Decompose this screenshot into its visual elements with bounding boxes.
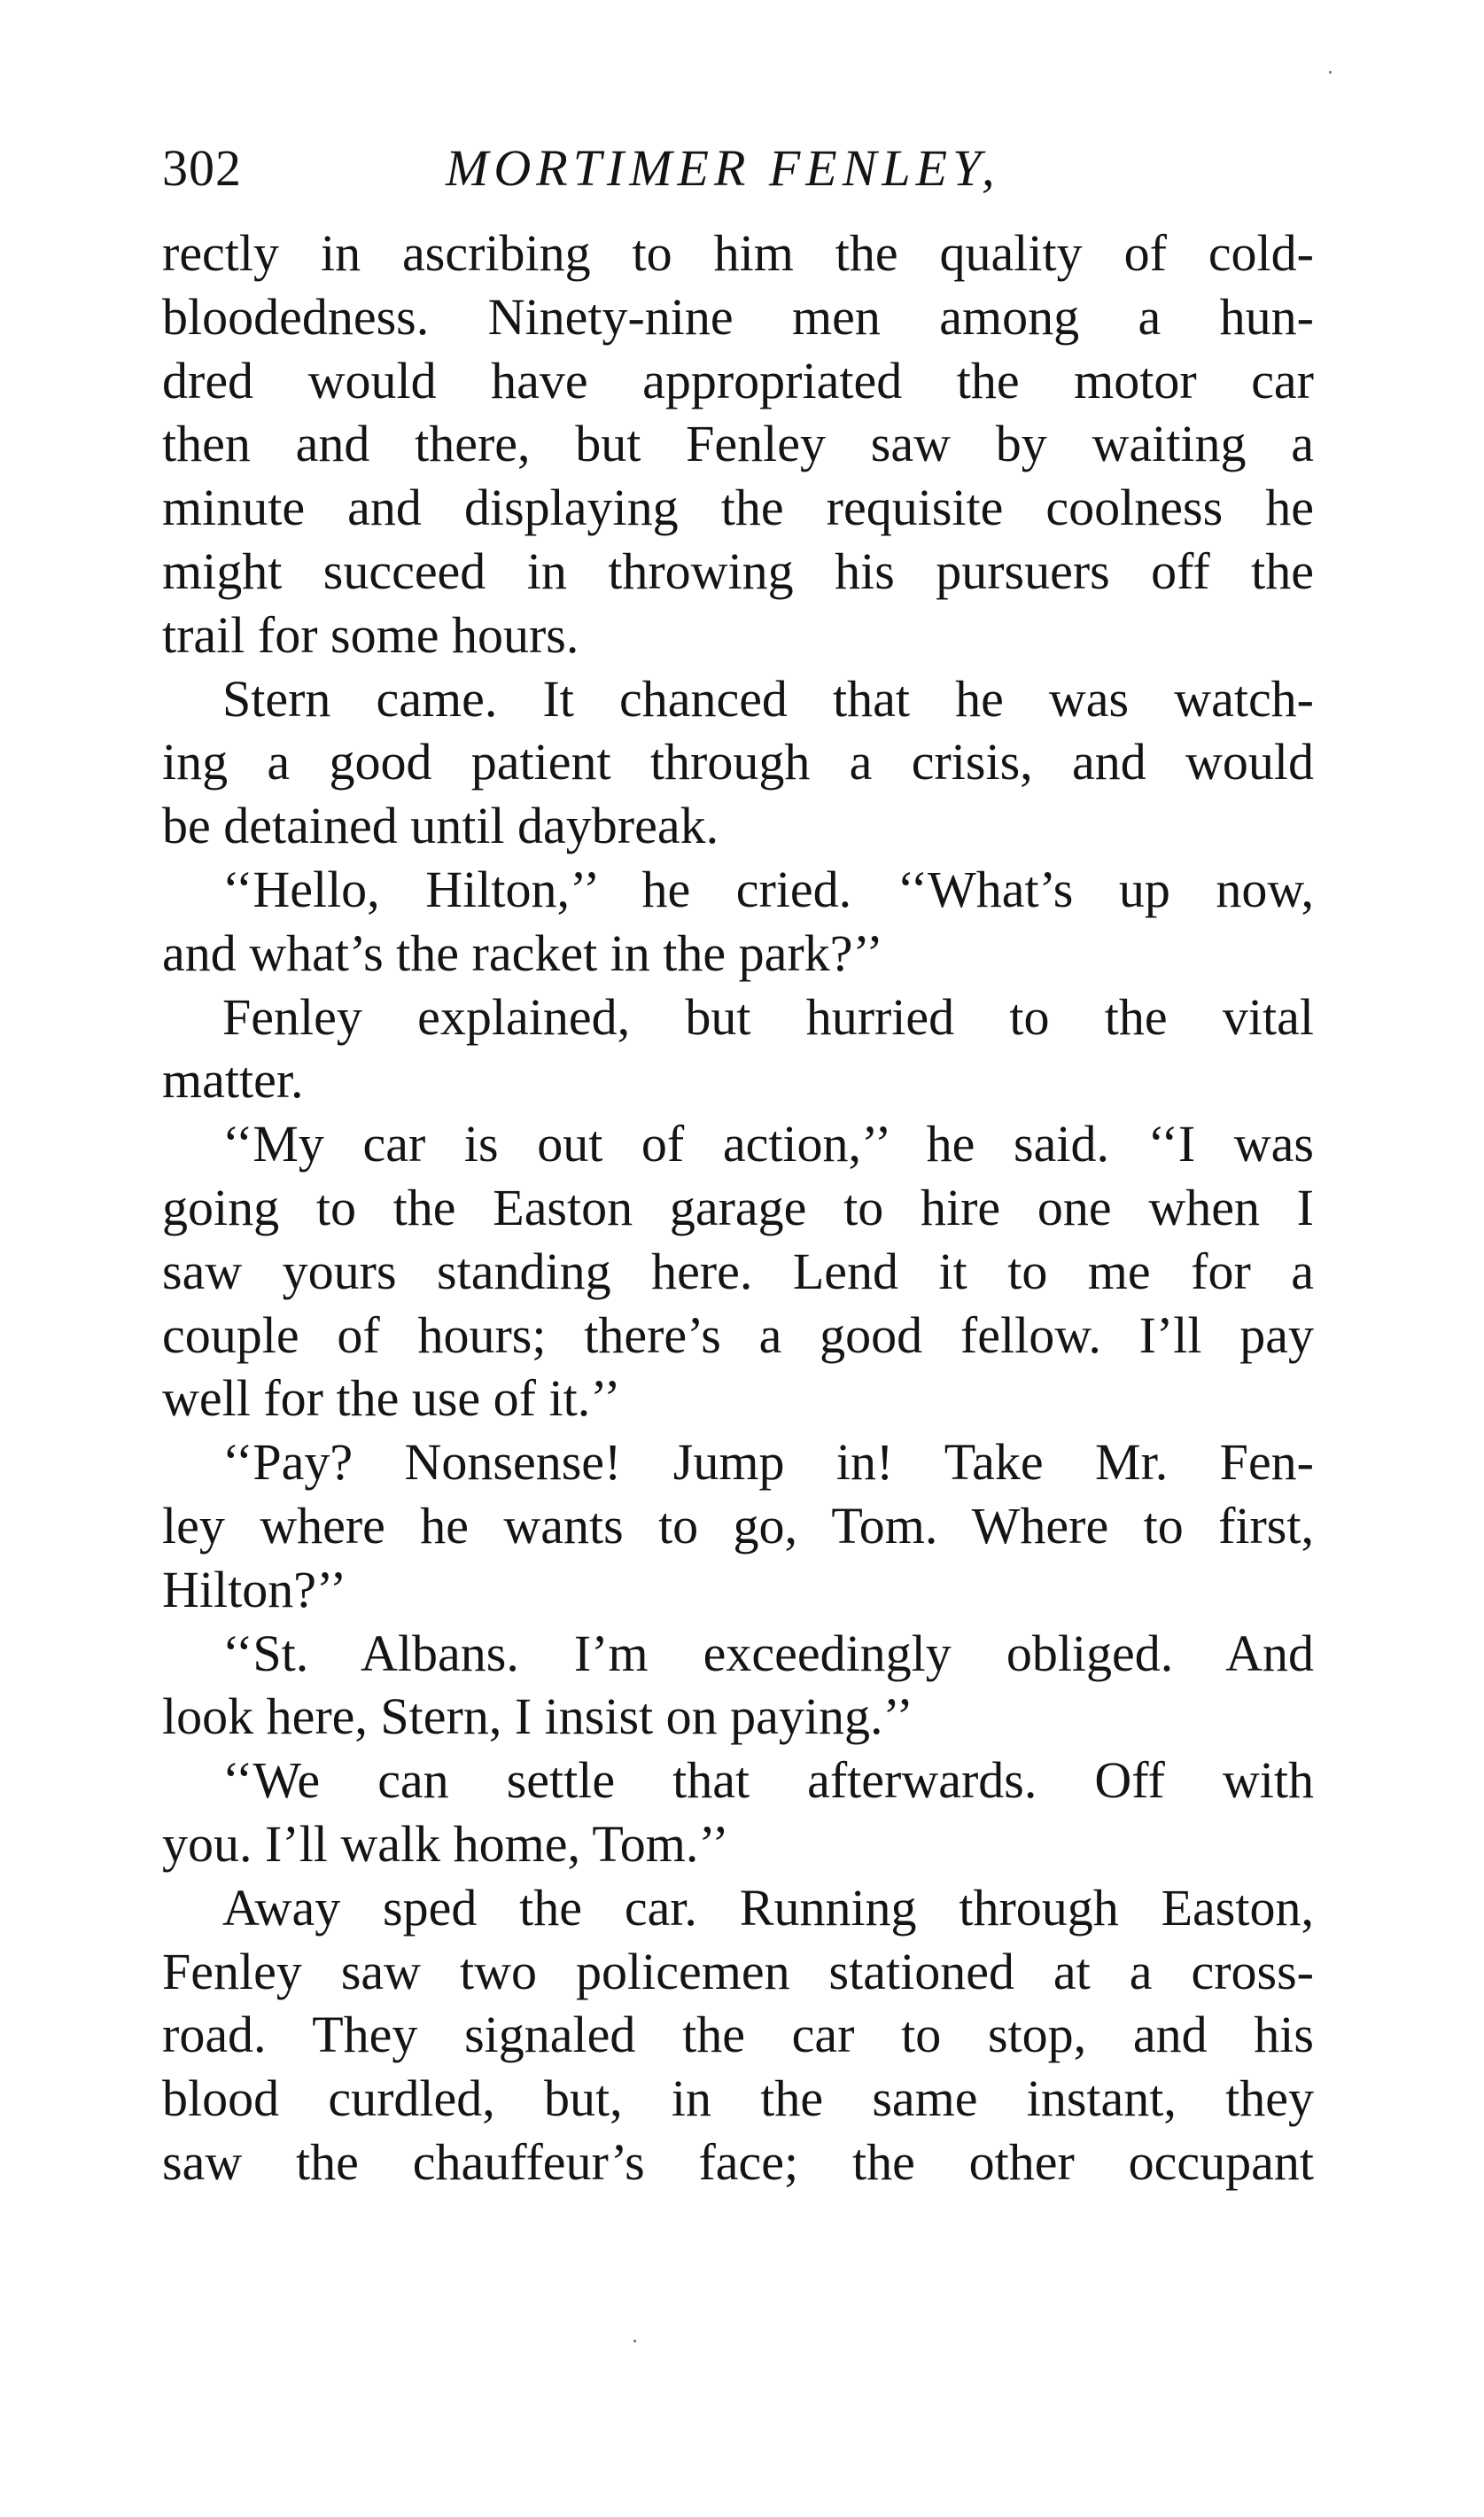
scan-speck [1329, 71, 1332, 74]
text-line: ‘‘Hello, Hilton,’’ he cried. ‘‘What’s up now, [222, 860, 1314, 918]
text-line: going to the Easton garage to hire one when I [162, 1178, 1314, 1236]
text-line: Away sped the car. Running through Easton, [222, 1878, 1314, 1936]
text-line: and what’s the racket in the park?’’ [162, 923, 883, 982]
text-line: saw the chauffeur’s face; the other occupant [162, 2132, 1314, 2191]
text-line: might succeed in throwing his pursuers off the [162, 542, 1314, 600]
text-line: Fenley explained, but hurried to the vital [222, 987, 1314, 1046]
text-line: rectly in ascribing to him the quality of cold- [162, 224, 1314, 282]
scan-speck [633, 2340, 636, 2342]
text-line: then and there, but Fenley saw by waiting a [162, 415, 1314, 473]
text-line: ‘‘My car is out of action,’’ he said. ‘‘I was [222, 1115, 1314, 1173]
page-number: 302 [162, 139, 242, 197]
text-line: be detained until daybreak. [162, 797, 719, 855]
text-line: Stern came. It chanced that he was watch- [222, 669, 1314, 728]
text-line: look here, Stern, I insist on paying.’’ [162, 1687, 913, 1746]
text-line: ing a good patient through a crisis, and would [162, 733, 1314, 791]
text-line: matter. [162, 1051, 304, 1110]
text-line: Fenley saw two policemen stationed at a cross- [162, 1942, 1314, 2000]
text-line: ‘‘Pay? Nonsense! Jump in! Take Mr. Fen- [222, 1433, 1314, 1492]
text-line: road. They signaled the car to stop, and his [162, 2006, 1314, 2064]
page-header [162, 133, 1314, 204]
text-line: minute and displaying the requisite coolness he [162, 479, 1314, 537]
text-line: blood curdled, but, in the same instant, they [162, 2069, 1314, 2128]
text-line: ‘‘We can settle that afterwards. Off with [222, 1751, 1314, 1810]
text-line: trail for some hours. [162, 605, 579, 664]
text-line: couple of hours; there’s a good fellow. I’ll pay [162, 1305, 1314, 1364]
text-line: Hilton?’’ [162, 1560, 347, 1618]
text-line: dred would have appropriated the motor car [162, 351, 1314, 409]
text-line: ley where he wants to go, Tom. Where to first, [162, 1496, 1314, 1555]
body-text [162, 222, 1314, 2194]
text-line: bloodedness. Ninety-nine men among a hun- [162, 287, 1314, 346]
text-line: ‘‘St. Albans. I’m exceedingly obliged. And [222, 1624, 1314, 1682]
text-line: saw yours standing here. Lend it to me for a [162, 1242, 1314, 1300]
running-head: MORTIMER FENLEY, [446, 139, 1000, 197]
text-line: you. I’ll walk home, Tom.’’ [162, 1814, 729, 1873]
text-line: well for the use of it.’’ [162, 1369, 621, 1428]
